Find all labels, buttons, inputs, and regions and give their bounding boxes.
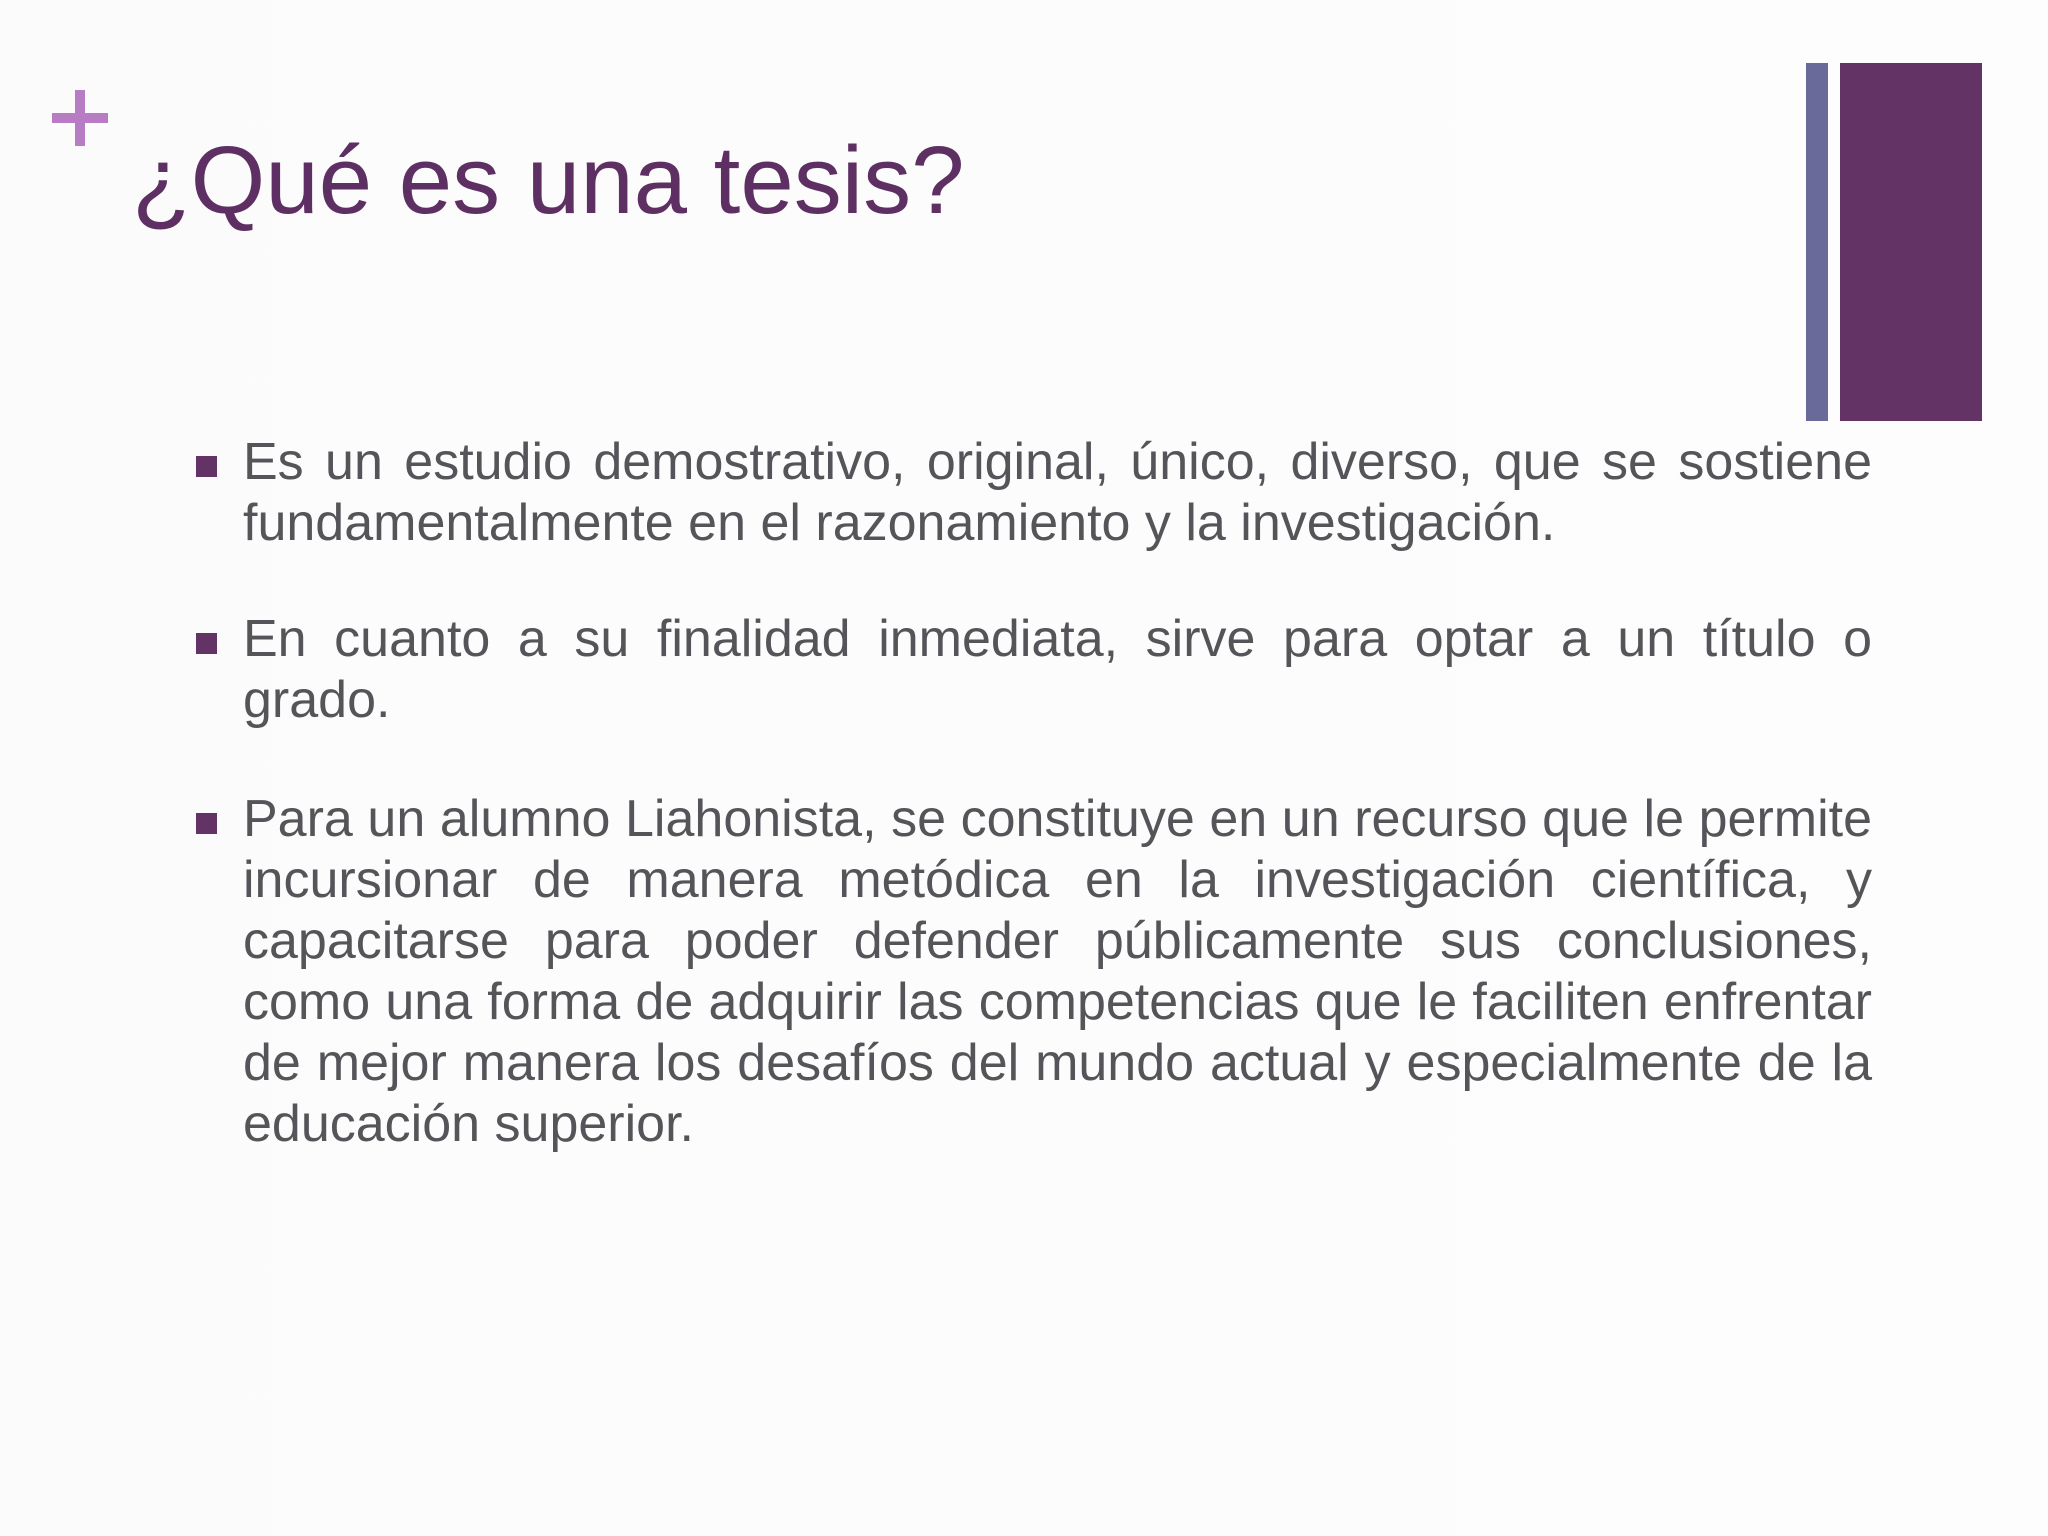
bullet-item	[196, 609, 1872, 731]
bullet-item	[196, 432, 1872, 554]
square-bullet-icon	[196, 633, 217, 654]
decorative-bar-wide	[1840, 63, 1982, 421]
bullet-text: Para un alumno Liahonista, se constituye en un recurso que le permite incursionar de manera metódica en la investigación científica, y capacitarse para poder defender públicamente sus conclusiones, como una forma de adquirir las competencias que le faciliten enfrentar de mejor manera los desafíos del mundo actual y especialmente de la educación superior.	[243, 790, 1872, 1153]
square-bullet-icon	[196, 813, 217, 834]
bullet-item	[196, 789, 1872, 1155]
square-bullet-icon	[196, 456, 217, 477]
bullet-text: En cuanto a su finalidad inmediata, sirve para optar a un título o grado.	[243, 610, 1872, 729]
plus-icon	[52, 90, 108, 146]
decorative-bar-thin	[1806, 63, 1828, 421]
bullet-list	[196, 432, 1872, 1210]
slide-title: ¿Qué es una tesis?	[132, 127, 965, 234]
bullet-text: Es un estudio demostrativo, original, único, diverso, que se sostiene fundamentalmente en el razonamiento y la investigación.	[243, 433, 1872, 552]
plus-icon-vertical	[75, 90, 85, 146]
